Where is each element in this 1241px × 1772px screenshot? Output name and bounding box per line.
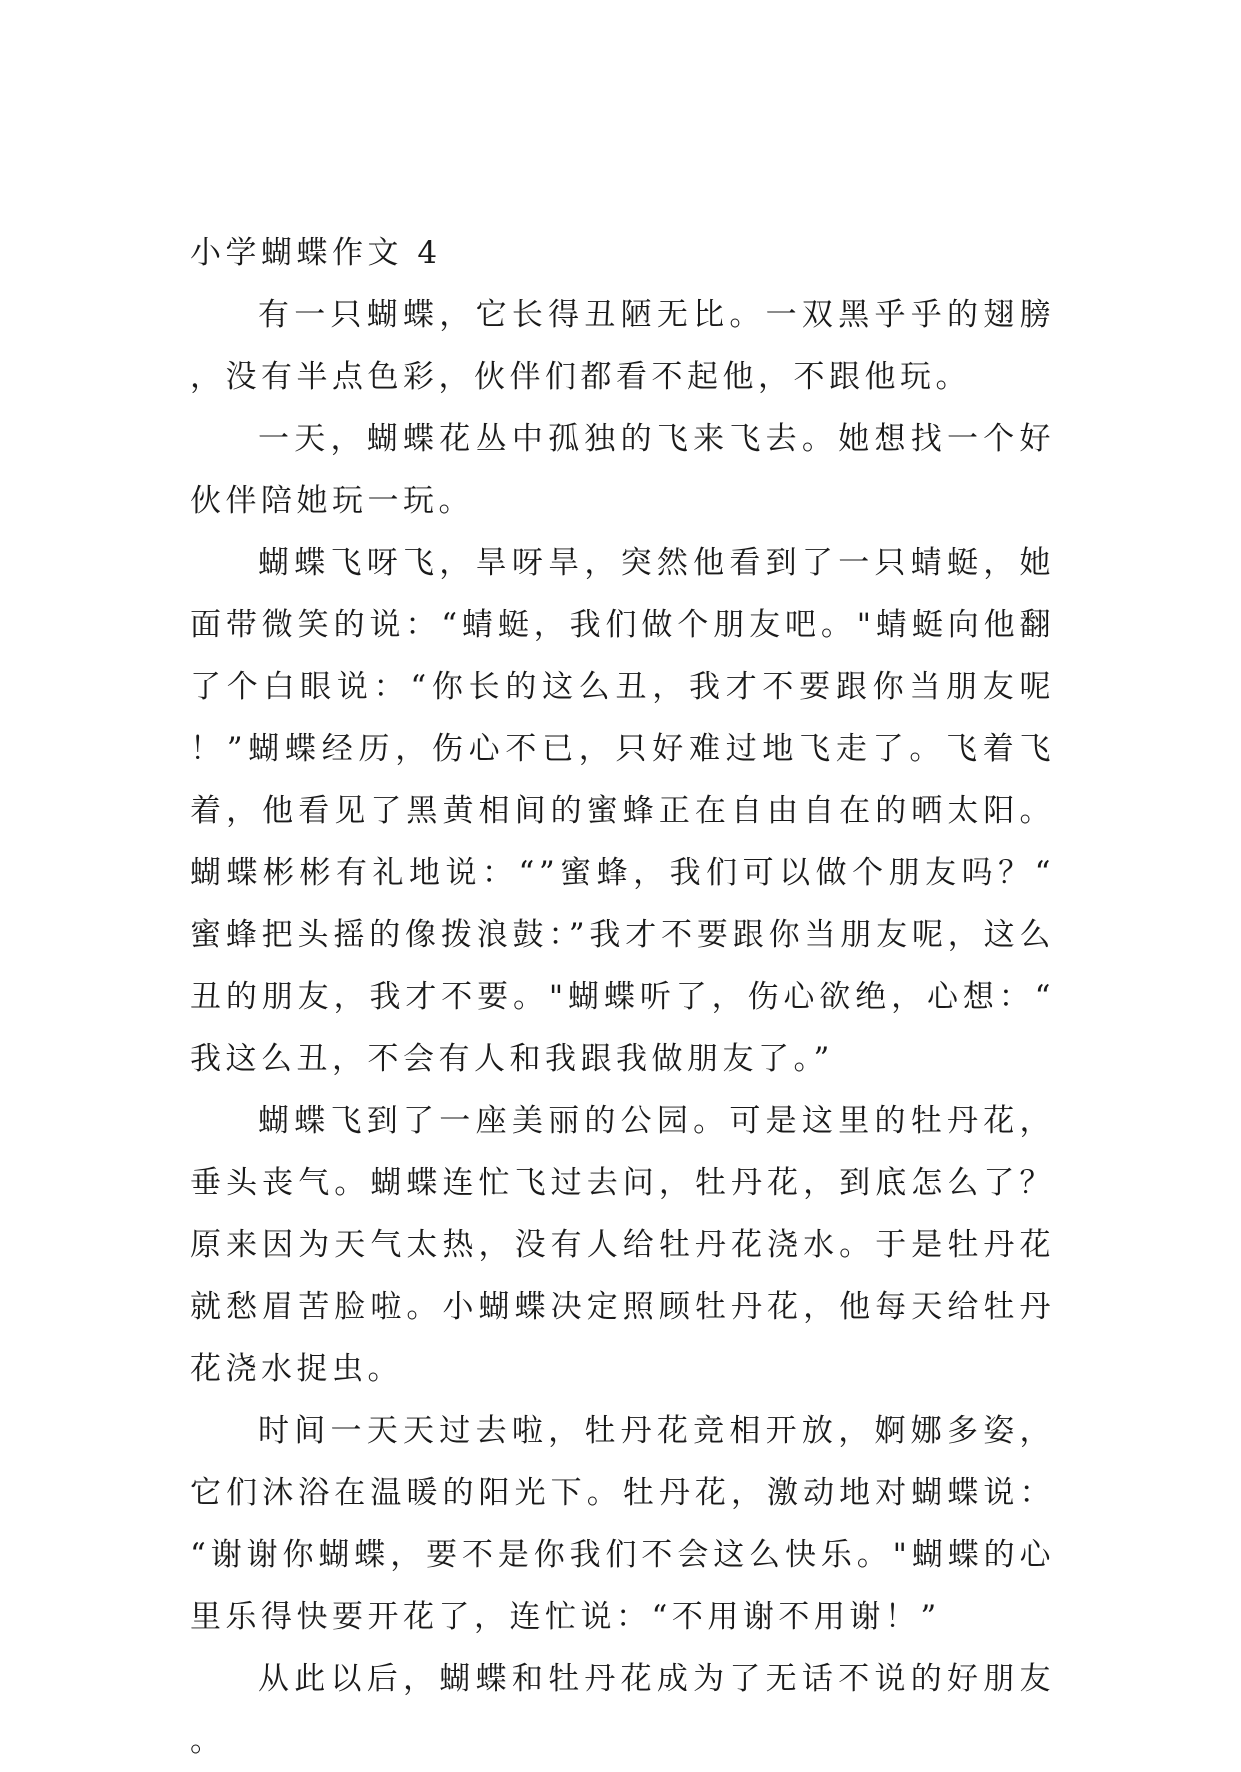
paragraph-2: 一天，蝴蝶花丛中孤独的飞来飞去。她想找一个好伙伴陪她玩一玩。	[190, 421, 1055, 519]
document-body	[190, 222, 1055, 1772]
paragraph-4: 蝴蝶飞到了一座美丽的公园。可是这里的牡丹花，垂头丧气。蝴蝶连忙飞过去问，牡丹花，到底怎么了？原来因为天气太热，没有人给牡丹花浇水。于是牡丹花就愁眉苦脸啦。小蝴蝶决定照顾牡丹花，他每天给牡丹花浇水捉虫。	[190, 1103, 1055, 1387]
paragraph-5: 时间一天天过去啦，牡丹花竞相开放，婀娜多姿，它们沐浴在温暖的阳光下。牡丹花，激动地对蝴蝶说：“谢谢你蝴蝶，要不是你我们不会这么快乐。"蝴蝶的心里乐得快要开花了，连忙说：“不用谢不用谢！”	[190, 1413, 1055, 1635]
paragraph-3: 蝴蝶飞呀飞，旱呀旱，突然他看到了一只蜻蜓，她面带微笑的说：“蜻蜓，我们做个朋友吧。"蜻蜓向他翻了个白眼说：“你长的这么丑，我才不要跟你当朋友呢！”蝴蝶经历，伤心不已，只好难过地飞走了。飞着飞着，他看见了黑黄相间的蜜蜂正在自由自在的晒太阳。蝴蝶彬彬有礼地说：“”蜜蜂，我们可以做个朋友吗？“蜜蜂把头摇的像拨浪鼓：”我才不要跟你当朋友呢，这么丑的朋友，我才不要。"蝴蝶听了，伤心欲绝，心想：“我这么丑，不会有人和我跟我做朋友了。”	[190, 545, 1055, 1077]
paragraph-1: 有一只蝴蝶，它长得丑陋无比。一双黑乎乎的翅膀，没有半点色彩，伙伴们都看不起他，不跟他玩。	[190, 297, 1055, 395]
document-title: 小学蝴蝶作文 4	[190, 235, 442, 271]
paragraph-6: 从此以后，蝴蝶和牡丹花成为了无话不说的好朋友。	[190, 1661, 1055, 1759]
